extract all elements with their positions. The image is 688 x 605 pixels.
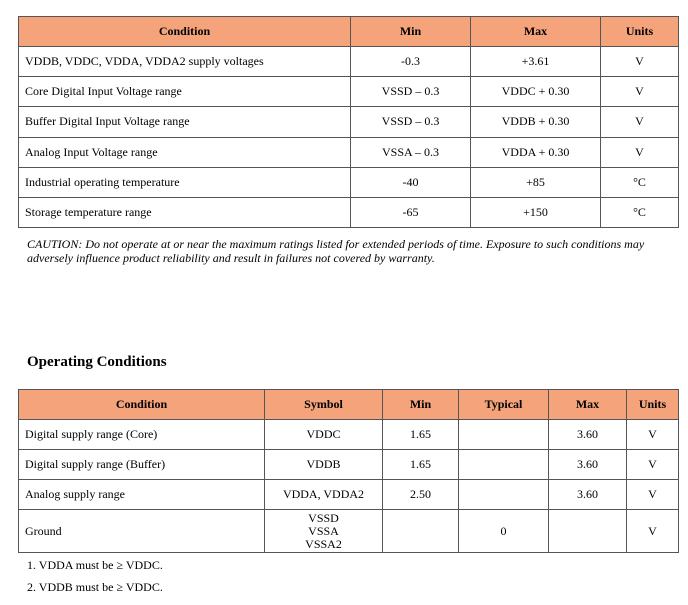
table-row (19, 107, 679, 137)
cell-condition: Storage temperature range (19, 197, 351, 227)
cell-min: 1.65 (383, 450, 459, 480)
cell-max: 3.60 (549, 480, 627, 510)
footnote-2: 2. VDDB must be ≥ VDDC. (27, 580, 163, 594)
cell-condition: Industrial operating temperature (19, 167, 351, 197)
cell-max (549, 510, 627, 553)
cell-condition: Digital supply range (Buffer) (19, 450, 265, 480)
header-max: Max (549, 390, 627, 420)
cell-min: 2.50 (383, 480, 459, 510)
cell-typical: 0 (459, 510, 549, 553)
cell-symbol: VDDB (265, 450, 383, 480)
cell-units: V (601, 137, 679, 167)
footnote-1: 1. VDDA must be ≥ VDDC. (27, 558, 163, 572)
cell-max: 3.60 (549, 450, 627, 480)
cell-condition: Ground (19, 510, 265, 553)
cell-min: VSSA – 0.3 (351, 137, 471, 167)
header-typical: Typical (459, 390, 549, 420)
section-heading-operating-conditions: Operating Conditions (27, 354, 167, 370)
cell-min: VSSD – 0.3 (351, 107, 471, 137)
table-row (19, 450, 679, 480)
header-max: Max (471, 17, 601, 47)
cell-condition: VDDB, VDDC, VDDA, VDDA2 supply voltages (19, 47, 351, 77)
cell-condition: Analog supply range (19, 480, 265, 510)
header-min: Min (383, 390, 459, 420)
cell-condition: Core Digital Input Voltage range (19, 77, 351, 107)
cell-min: -40 (351, 167, 471, 197)
cell-units: V (601, 77, 679, 107)
cell-units: °C (601, 197, 679, 227)
caution-note: CAUTION: Do not operate at or near the maximum ratings listed for extended periods of time. Exposure to such conditions may adversely influence product reliability and result in failures not covered by warranty. (27, 237, 645, 265)
cell-units: V (627, 480, 679, 510)
header-condition: Condition (19, 390, 265, 420)
operating-conditions-table (18, 389, 679, 553)
header-condition: Condition (19, 17, 351, 47)
cell-max: +150 (471, 197, 601, 227)
cell-max: VDDB + 0.30 (471, 107, 601, 137)
table-row-ground (19, 510, 679, 553)
cell-units: V (601, 47, 679, 77)
cell-symbol: VDDC (265, 420, 383, 450)
table-header-row (19, 390, 679, 420)
table-row (19, 137, 679, 167)
cell-max: +85 (471, 167, 601, 197)
cell-min: VSSD – 0.3 (351, 77, 471, 107)
cell-symbol: VDDA, VDDA2 (265, 480, 383, 510)
cell-units: V (627, 510, 679, 553)
symbol-line: VSSD (308, 510, 339, 525)
symbol-line: VSSA2 (305, 536, 342, 551)
cell-units: V (627, 450, 679, 480)
table-row (19, 480, 679, 510)
header-symbol: Symbol (265, 390, 383, 420)
table-row (19, 47, 679, 77)
cell-units: V (601, 107, 679, 137)
absolute-max-ratings-table (18, 16, 679, 228)
cell-min: 1.65 (383, 420, 459, 450)
table-row (19, 167, 679, 197)
cell-condition: Buffer Digital Input Voltage range (19, 107, 351, 137)
cell-min: -0.3 (351, 47, 471, 77)
cell-typical (459, 450, 549, 480)
cell-typical (459, 480, 549, 510)
symbol-line: VSSA (308, 523, 339, 538)
cell-min: -65 (351, 197, 471, 227)
cell-condition: Analog Input Voltage range (19, 137, 351, 167)
cell-max: VDDC + 0.30 (471, 77, 601, 107)
table-row (19, 77, 679, 107)
header-units: Units (601, 17, 679, 47)
table-row (19, 197, 679, 227)
cell-typical (459, 420, 549, 450)
header-units: Units (627, 390, 679, 420)
cell-min (383, 510, 459, 553)
cell-max: 3.60 (549, 420, 627, 450)
cell-units: V (627, 420, 679, 450)
cell-units: °C (601, 167, 679, 197)
cell-max: VDDA + 0.30 (471, 137, 601, 167)
cell-max: +3.61 (471, 47, 601, 77)
cell-symbol (265, 510, 383, 553)
table-row (19, 420, 679, 450)
table-header-row (19, 17, 679, 47)
cell-condition: Digital supply range (Core) (19, 420, 265, 450)
header-min: Min (351, 17, 471, 47)
